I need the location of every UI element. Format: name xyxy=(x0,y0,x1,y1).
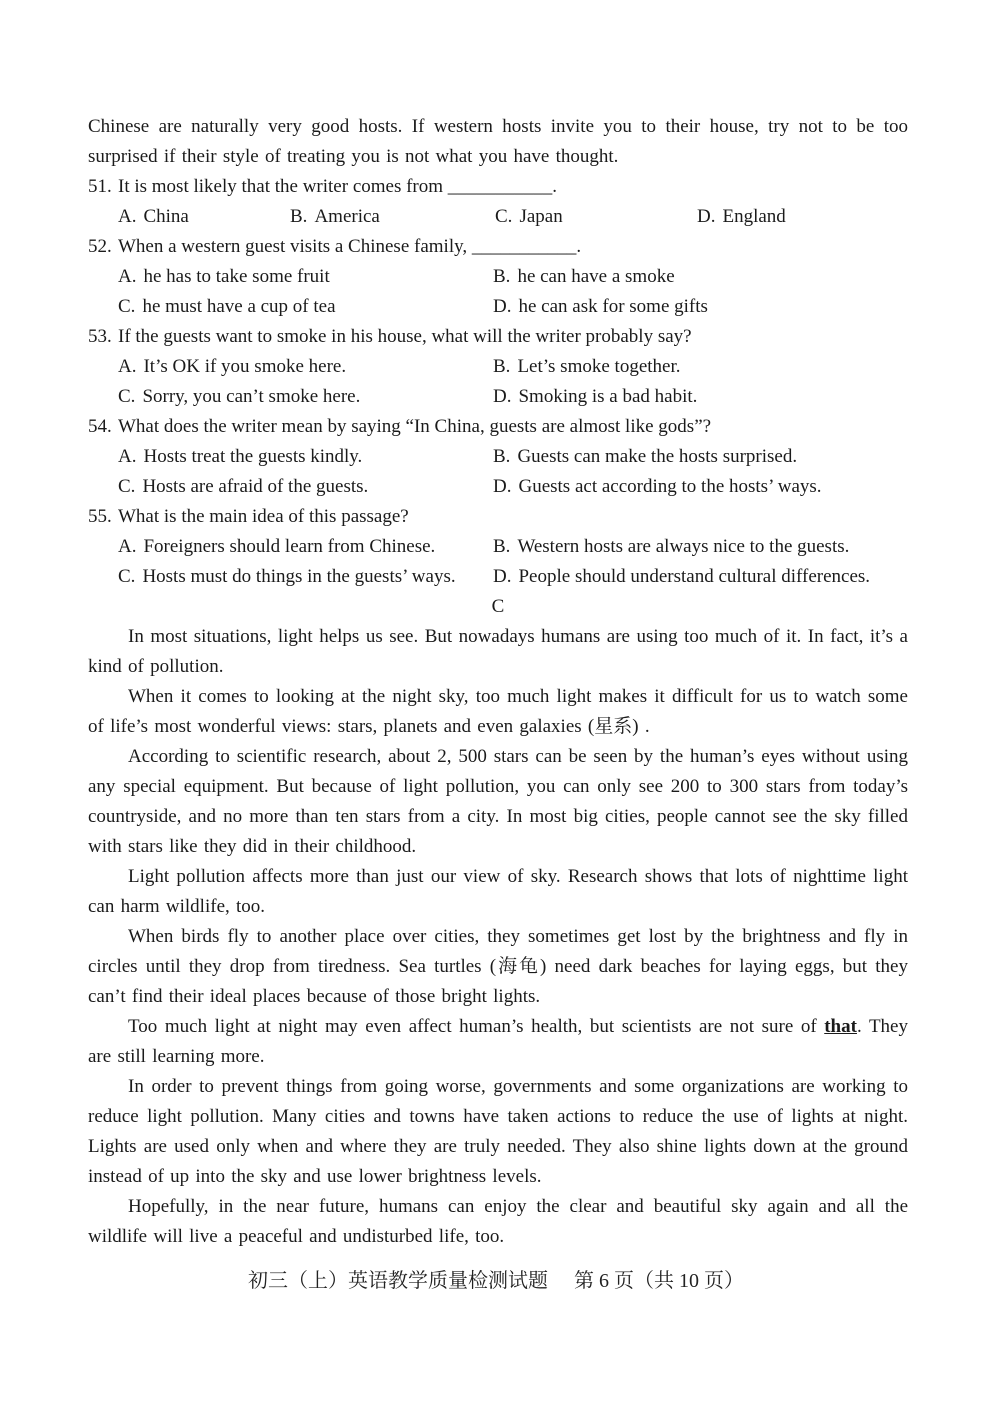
question-52 xyxy=(88,232,908,322)
question-51-option-d: D. England xyxy=(697,206,786,227)
question-52-number: 52. xyxy=(88,236,112,257)
question-53-option-d: D. Smoking is a bad habit. xyxy=(493,386,698,407)
question-53-text: If the guests want to smoke in his house, what will the writer probably say? xyxy=(118,326,692,347)
question-52-option-b: B. he can have a smoke xyxy=(493,266,675,287)
question-54-text-line xyxy=(88,412,908,442)
question-55-option-d: D. People should understand cultural differences. xyxy=(493,566,871,587)
passage-c-paragraph-7: In order to prevent things from going worse, governments and some organizations are working to reduce light pollution. Many cities and towns have taken actions to reduce the use of lights at night. Lights are used only when and where they are truly needed. They also shine lights down at the ground instead of up into the sky and use lower brightness levels. xyxy=(88,1076,908,1187)
question-55-text: What is the main idea of this passage? xyxy=(118,506,409,527)
question-55-option-c: C. Hosts must do things in the guests’ ways. xyxy=(118,566,456,587)
passage-c-paragraph-6 xyxy=(88,1012,908,1072)
question-51-option-a: A. China xyxy=(118,206,189,227)
passage-c-paragraph-3: According to scientific research, about 2, 500 stars can be seen by the human’s eyes without using any special equipment. But because of light pollution, you can only see 200 to 300 stars from today’s countryside, and no more than ten stars from a city. In most big cities, people cannot see the sky filled with stars like they did in their childhood. xyxy=(88,746,908,857)
question-51 xyxy=(88,172,908,232)
question-52-text-line xyxy=(88,232,908,262)
passage-c-paragraph-2: When it comes to looking at the night sky, too much light makes it difficult for us to watch some of life’s most wonderful views: stars, planets and even galaxies (星系) . xyxy=(88,686,908,737)
passage-c-paragraph-8: Hopefully, in the near future, humans can enjoy the clear and beautiful sky again and all the wildlife will live a peaceful and undisturbed life, too. xyxy=(88,1196,908,1247)
question-52-option-c: C. he must have a cup of tea xyxy=(118,296,336,317)
question-55-text-line xyxy=(88,502,908,532)
footer-page-number: 第 6 页（共 10 页） xyxy=(574,1270,744,1292)
footer-exam-title: 初三（上）英语教学质量检测试题 xyxy=(248,1270,548,1292)
question-51-option-b: B. America xyxy=(290,206,380,227)
page-footer xyxy=(0,1264,992,1293)
question-54-text: What does the writer mean by saying “In China, guests are almost like gods”? xyxy=(118,416,712,437)
question-54 xyxy=(88,412,908,502)
question-54-option-b: B. Guests can make the hosts surprised. xyxy=(493,446,798,467)
question-55-options xyxy=(88,532,908,592)
question-55-number: 55. xyxy=(88,506,112,527)
question-54-option-d: D. Guests act according to the hosts’ ways. xyxy=(493,476,822,497)
question-51-text: It is most likely that the writer comes from ___________. xyxy=(118,176,558,197)
passage-c-label: C xyxy=(491,596,505,617)
passage-b-continuation: Chinese are naturally very good hosts. If western hosts invite you to their house, try not to be too surprised if their style of treating you is not what you have thought. xyxy=(88,116,908,167)
question-53-number: 53. xyxy=(88,326,112,347)
page-content xyxy=(88,112,908,1252)
question-51-text-line xyxy=(88,172,908,202)
question-54-options xyxy=(88,442,908,502)
passage-c-paragraph-1: In most situations, light helps us see. But nowadays humans are using too much of it. In fact, it’s a kind of pollution. xyxy=(88,626,908,677)
question-53-text-line xyxy=(88,322,908,352)
question-55-option-a: A. Foreigners should learn from Chinese. xyxy=(118,536,436,557)
paragraph-6-after: . They are still learning more. xyxy=(88,1016,908,1067)
passage-c-paragraph-5: When birds fly to another place over cities, they sometimes get lost by the brightness and fly in circles until they drop from tiredness. Sea turtles (海龟) need dark beaches for laying eggs, but they can’t find their ideal places because of those bright lights. xyxy=(88,926,908,1007)
question-52-option-a: A. he has to take some fruit xyxy=(118,266,330,287)
question-53-option-c: C. Sorry, you can’t smoke here. xyxy=(118,386,361,407)
question-55 xyxy=(88,502,908,592)
question-53-option-b: B. Let’s smoke together. xyxy=(493,356,681,377)
question-52-text: When a western guest visits a Chinese family, ___________. xyxy=(118,236,582,257)
question-52-option-d: D. he can ask for some gifts xyxy=(493,296,708,317)
question-52-options xyxy=(88,262,908,322)
question-53-option-a: A. It’s OK if you smoke here. xyxy=(118,356,347,377)
passage-c-paragraph-4: Light pollution affects more than just our view of sky. Research shows that lots of nighttime light can harm wildlife, too. xyxy=(88,866,908,917)
question-51-option-c: C. Japan xyxy=(495,206,563,227)
question-53-options xyxy=(88,352,908,412)
question-55-option-b: B. Western hosts are always nice to the guests. xyxy=(493,536,850,557)
question-51-options xyxy=(88,202,908,232)
question-53 xyxy=(88,322,908,412)
paragraph-6-before: Too much light at night may even affect human’s health, but scientists are not sure of xyxy=(128,1016,825,1037)
question-51-number: 51. xyxy=(88,176,112,197)
keyword-that: that xyxy=(824,1016,857,1037)
question-54-option-c: C. Hosts are afraid of the guests. xyxy=(118,476,369,497)
question-54-option-a: A. Hosts treat the guests kindly. xyxy=(118,446,363,467)
question-54-number: 54. xyxy=(88,416,112,437)
